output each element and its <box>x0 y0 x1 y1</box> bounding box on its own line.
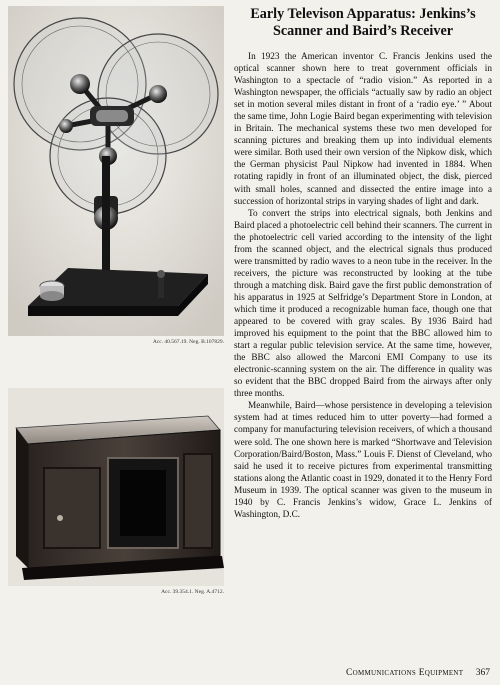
scanner-photo <box>8 6 224 336</box>
article-column <box>234 6 492 521</box>
receiver-photo <box>8 388 224 586</box>
article-title <box>234 6 492 40</box>
paragraph-2: To convert the strips into electrical signals, both Jenkins and Baird placed a photoelectric cell behind their scanners. The current in the photoelectric cell varied according to the intensity of the light from the scanned object, and the electrical signals thus produced were transmitted by radio waves to a neon tube in the receiver. In the receivers, the picture was reconstructed by looking at the tube through a matching disk. Baird gave the first public demonstration of his apparatus in 1925 at Selfridge’s Department Store in London, at which time it produced a recognizable human face, though one that appeared to be covered with gray scales. By 1936 Baird had improved his equipment to the point that the BBC allowed him to start a regular public television service. At the same time, however, the BBC also allowed the Marconi EMI Company to use its electronic-scanning system on the air. The difference in quality was so evident that the BBC dropped Baird from the airways after only three months. <box>234 208 492 400</box>
article-body <box>234 51 492 521</box>
paragraph-3: Meanwhile, Baird—whose persistence in developing a television system had at times reduced him to utter poverty—had formed a company for manufacturing television receivers, of which a thousand were sold. The one shown here is marked “Shortwave and Television Corporation/Baird/Boston, Mass.” Louis F. Dienst of Cleveland, who said he used it to receive pictures from experimental transmitting stations along the Atlantic coast in 1929, donated it to the Henry Ford Museum in 1939. The optical scanner was given to the museum in 1940 by C. Francis Jenkins’s widow, Grace L. Jenkins of Washington, D.C. <box>234 401 492 520</box>
page-number: 367 <box>475 668 490 678</box>
article-title-line-1: Early Televison Apparatus: Jenkins’s <box>250 6 476 22</box>
receiver-photo-caption: Acc. 39.354.1. Neg. A.4712. <box>161 589 224 595</box>
scanner-photo-caption: Acc. 40.567.19. Neg. B.107829. <box>152 339 224 345</box>
page-footer <box>346 668 490 678</box>
article-title-line-2: Scanner and Baird’s Receiver <box>272 23 454 39</box>
footer-section-title: Communications Equipment <box>345 668 464 678</box>
paragraph-1: In 1923 the American inventor C. Francis Jenkins used the optical scanner shown here to treat government officials in Washington to a spectacle of “radio vision.” As reported in a Washington newspaper, the officials “actually saw by radio an object set in motion several miles distant in front of a ‘radio eye.’ ” About the same time, John Logie Baird began experimenting with television in Britain. The mechanical systems these two men developed for scanning pictures and breaking them up into individual elements were similar. Both used their own version of the Nipkow disk, which the German physicist Paul Nipkow had invented in 1884. When rotating rapidly in front of an illuminated object, the disk, pierced with small holes, scanned and dissected the entire image into a succession of horizontal strips in varying shades of light and dark. <box>234 52 492 207</box>
